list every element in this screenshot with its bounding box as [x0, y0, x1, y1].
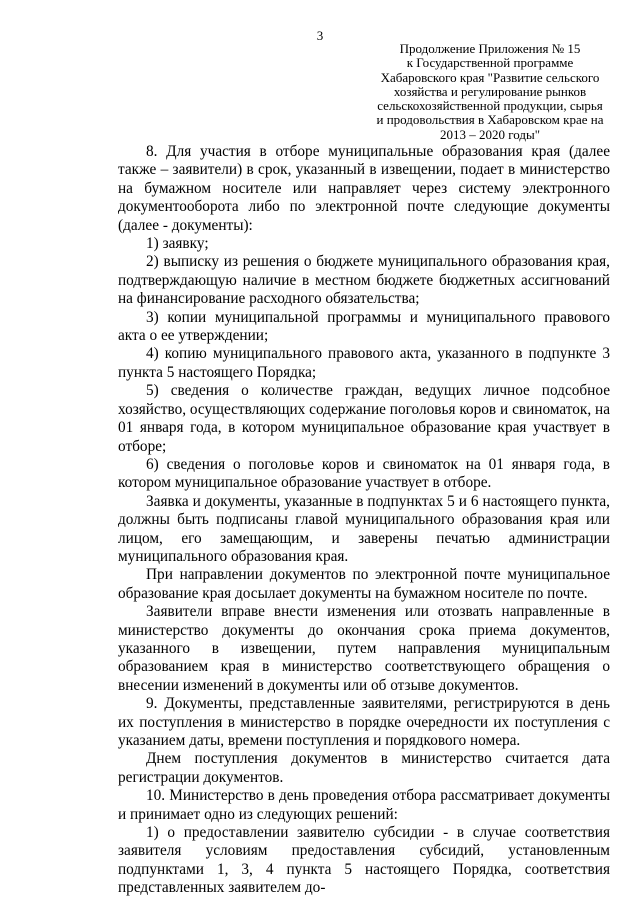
appendix-header-line: Продолжение Приложения № 15	[399, 41, 581, 56]
paragraph-signing: Заявка и документы, указанные в подпунктах 5 и 6 настоящего пункта, должны быть подписаны главой муниципального образования края или лицом, его замещающим, и заверены печатью администрации муниципального образования края.	[118, 492, 610, 565]
appendix-header-line: хозяйства и регулирование рынков	[393, 83, 587, 99]
paragraph-receipt-date: Днем поступления документов в министерство считается дата регистрации документов.	[118, 750, 610, 786]
paragraph-changes-withdrawal: Заявители вправе внести изменения или отозвать направленные в министерство документы до окончания срока приема документов, указанного в извещении, путем направления муниципальным образованием края в министерство соответствующего обращения о внесении изменений в документы или об отзыве документов.	[118, 603, 610, 694]
appendix-header-line: и продовольствия в Хабаровском крае на	[376, 112, 604, 128]
list-item-grant-decision: 1) о предоставлении заявителю субсидии - в случае соответствия заявителя условиям предоставления субсидий, установленным подпунктами 1, 3, 4 пункта 5 настоящего Порядка, соответствия представленных заявителем до-	[118, 824, 610, 897]
page-number: 3	[316, 28, 324, 43]
appendix-header-line: к Государственной программе	[406, 55, 574, 71]
paragraph-9-registration: 9. Документы, представленные заявителями, регистрируются в день их поступления в министерство в порядке очередности их поступления с указанием даты, времени поступления и порядкового номера.	[118, 695, 610, 749]
paragraph-10-review: 10. Министерство в день проведения отбора рассматривает документы и принимает одно из следующих решений:	[118, 787, 610, 823]
list-item-program-copies: 3) копии муниципальной программы и муниципального правового акта о ее утверждении;	[118, 308, 610, 345]
appendix-header-line: сельскохозяйственной продукции, сырья	[377, 98, 603, 114]
appendix-header	[370, 42, 610, 142]
list-item-citizens-info: 5) сведения о количестве граждан, ведущих личное подсобное хозяйство, осуществляющих содержание поголовья коров и свиноматок, на 01 января года, в котором муниципальное образование края участвует в отборе;	[118, 382, 610, 455]
appendix-header-line: 2013 – 2020 годы"	[439, 126, 541, 142]
appendix-header-line: Хабаровского края "Развитие сельского	[380, 69, 600, 85]
paragraph-8-intro: 8. Для участия в отборе муниципальные образования края (далее также – заявители) в срок, указанный в извещении, подает в министерство на бумажном носителе или направляет через систему электронного документооборота либо по электронной почте следующие документы (далее - документы):	[118, 143, 610, 234]
list-item-application: 1) заявку;	[146, 235, 209, 253]
list-item-budget-extract: 2) выписку из решения о бюджете муниципального образования края, подтверждающую наличие в местном бюджете бюджетных ассигнований на финансирование расходного обязательства;	[118, 253, 610, 308]
document-body	[118, 143, 610, 898]
paragraph-email-submission: При направлении документов по электронной почте муниципальное образование края досылает документы на бумажном носителе по почте.	[118, 566, 610, 602]
list-item-legal-act-copy: 4) копию муниципального правового акта, указанного в подпункте 3 пункта 5 настоящего Порядка;	[118, 345, 610, 381]
list-item-livestock-info: 6) сведения о поголовье коров и свиноматок на 01 января года, в котором муниципальное образование участвует в отборе.	[118, 455, 610, 492]
